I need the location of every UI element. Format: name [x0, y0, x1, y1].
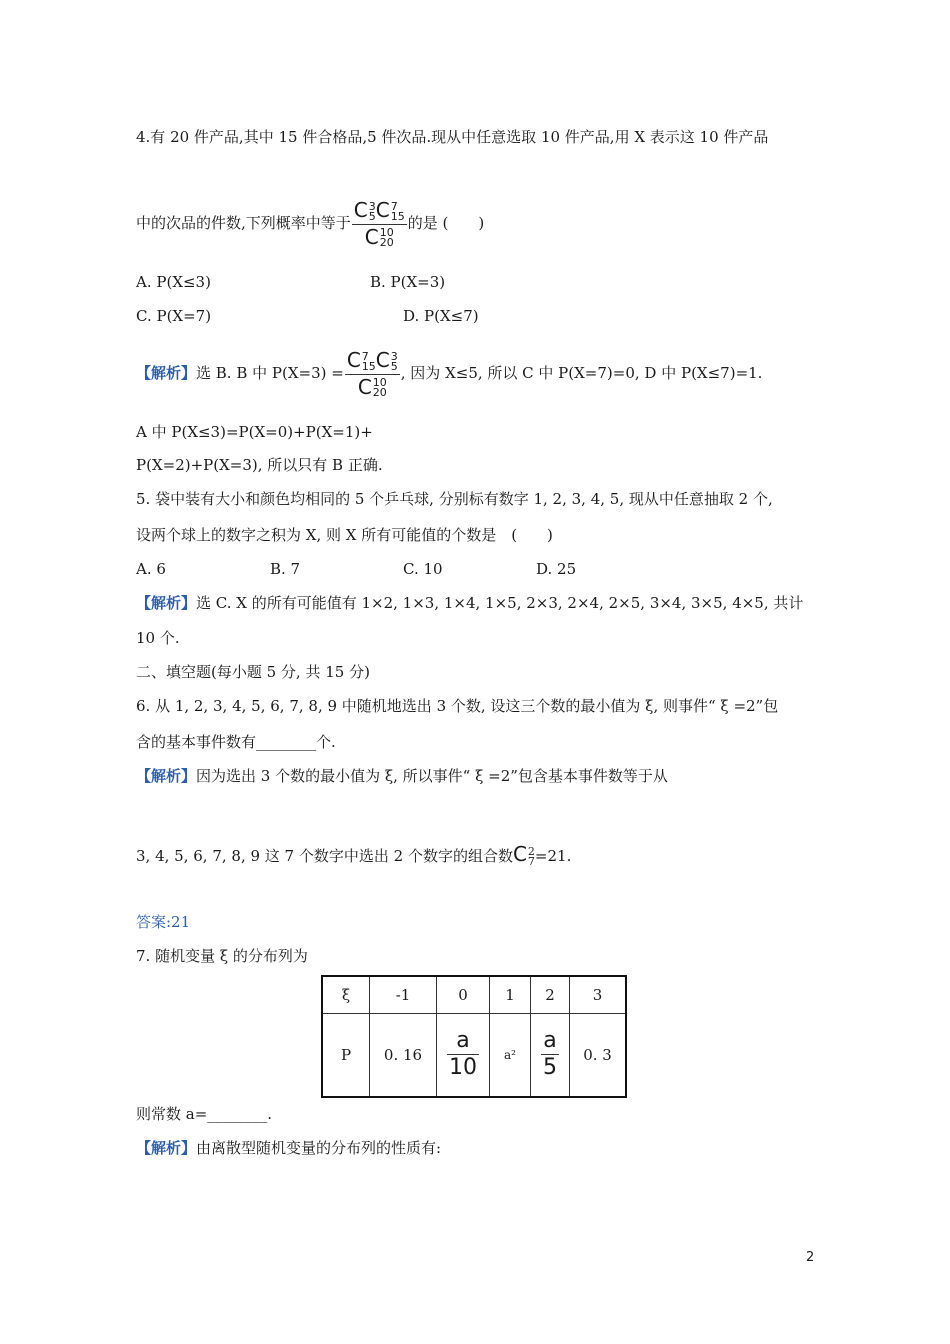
table-cell: 0. 16 — [370, 1013, 437, 1097]
q5-option-b: B. 7 — [270, 560, 301, 578]
q5-option-a: A. 6 — [136, 560, 166, 578]
table-cell — [437, 1013, 490, 1097]
q6-line1: 6. 从 1, 2, 3, 4, 5, 6, 7, 8, 9 中随机地选出 3 个数, 设这三个数的最小值为 ξ, 则事件“ ξ =2”包 — [136, 697, 779, 715]
distribution-table — [321, 975, 627, 1098]
section-title: 二、填空题(每小题 5 分, 共 15 分) — [136, 663, 370, 681]
table-cell: 0 — [437, 976, 490, 1013]
q4-line2-pre: 中的次品的件数,下列概率中等于 — [136, 214, 351, 232]
q4-analysis-fraction: C 7 15 C 3 5 C 10 20 — [346, 348, 398, 399]
table-row — [322, 976, 626, 1013]
q4-line2 — [136, 200, 484, 248]
table-cell: -1 — [370, 976, 437, 1013]
table-cell — [531, 1013, 570, 1097]
table-cell: 3 — [570, 976, 627, 1013]
fraction-a-over-5: $\frac{a}{5}$ — [543, 1028, 557, 1081]
q4-option-c: C. P(X=7) — [136, 307, 212, 325]
q5-analysis-line2: 10 个. — [136, 629, 180, 647]
q6-line2: 含的基本事件数有________个. — [136, 733, 336, 751]
analysis-tag: 【解析】 — [136, 594, 197, 612]
table-cell: 2 — [531, 976, 570, 1013]
q7-analysis: 【解析】由离散型随机变量的分布列的性质有: — [136, 1139, 442, 1157]
q5-analysis: 【解析】选 C. X 的所有可能值有 1×2, 1×3, 1×4, 1×5, 2×3, 2×4, 2×5, 3×4, 3×5, 4×5, 共计 — [136, 594, 804, 612]
fraction-a-over-10: $\frac{a}{10}$ — [449, 1028, 477, 1081]
table-cell: 0. 3 — [570, 1013, 627, 1097]
q5-line2: 设两个球上的数字之积为 X, 则 X 所有可能值的个数是 ( ) — [136, 526, 553, 544]
q4-option-a: A. P(X≤3) — [136, 273, 211, 291]
analysis-tag: 【解析】 — [136, 767, 197, 785]
q4-line2-post: 的是 ( ) — [407, 214, 485, 232]
q7-line1: 7. 随机变量 ξ 的分布列为 — [136, 947, 308, 965]
combination-c72: C 2 7 — [512, 842, 535, 868]
q5-option-c: C. 10 — [403, 560, 443, 578]
q4-analysis: 【解析】选 B. B 中 P(X=3) = C 7 15 C 3 5 C 10 20 , 因为 X≤5, 所以 C 中 P(X=7)=0, D 中 P(X≤7)=1. — [136, 348, 763, 399]
q4-analysis-line3: P(X=2)+P(X=3), 所以只有 B 正确. — [136, 456, 383, 474]
table-cell: ξ — [322, 976, 370, 1013]
table-cell: 1 — [490, 976, 531, 1013]
table-cell: P — [322, 1013, 370, 1097]
q4-analysis-line2: A 中 P(X≤3)=P(X=0)+P(X=1)+ — [136, 423, 373, 441]
q4-option-d: D. P(X≤7) — [403, 307, 479, 325]
table-row — [322, 1013, 626, 1097]
analysis-tag: 【解析】 — [136, 364, 197, 382]
table-cell: a² — [490, 1013, 531, 1097]
page-number: 2 — [806, 1250, 815, 1265]
q4-option-b: B. P(X=3) — [370, 273, 446, 291]
q4-line1: 4.有 20 件产品,其中 15 件合格品,5 件次品.现从中任意选取 10 件产品,用 X 表示这 10 件产品 — [136, 128, 769, 146]
q4-fraction: C 3 5 C 7 15 C 10 20 — [353, 198, 405, 249]
q6-answer: 答案:21 — [136, 913, 191, 931]
q5-line1: 5. 袋中装有大小和颜色均相同的 5 个乒乓球, 分别标有数字 1, 2, 3, 4, 5, 现从中任意抽取 2 个, — [136, 490, 773, 508]
q6-analysis-line2: 3, 4, 5, 6, 7, 8, 9 这 7 个数字中选出 2 个数字的组合数C 2 7 =21. — [136, 842, 572, 868]
q5-option-d: D. 25 — [536, 560, 577, 578]
analysis-tag: 【解析】 — [136, 1139, 197, 1157]
q6-analysis: 【解析】因为选出 3 个数的最小值为 ξ, 所以事件“ ξ =2”包含基本事件数等于从 — [136, 767, 668, 785]
q7-line2: 则常数 a=________. — [136, 1105, 273, 1123]
